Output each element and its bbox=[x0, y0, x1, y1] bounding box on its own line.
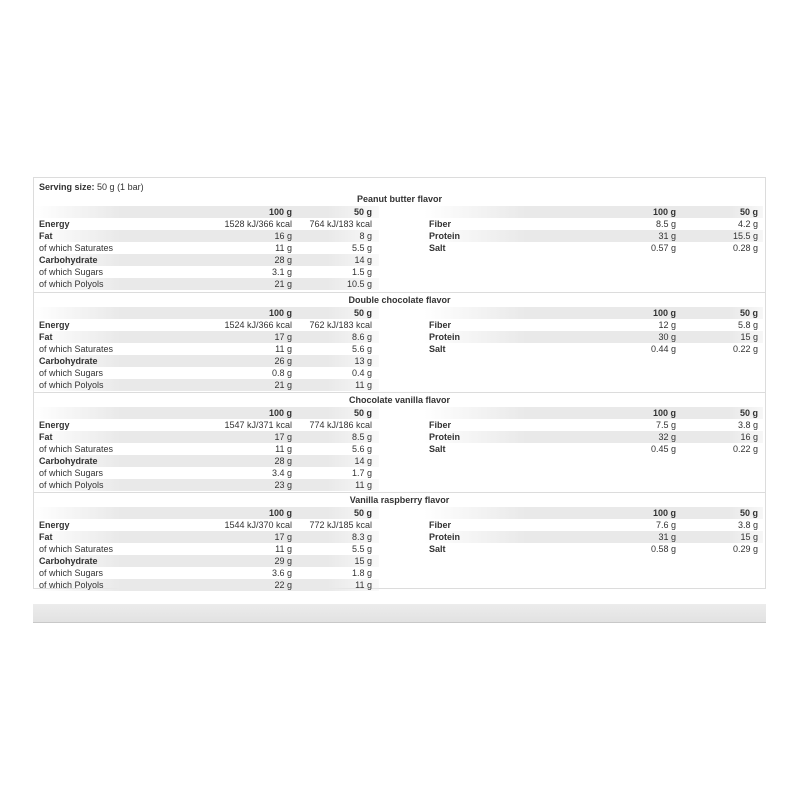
nutrient-label: of which Polyols bbox=[39, 480, 104, 490]
value-per-100g: 11 g bbox=[275, 344, 292, 354]
nutrient-label: Salt bbox=[429, 344, 446, 354]
value-per-50g: 762 kJ/183 kcal bbox=[309, 320, 372, 330]
nutrient-row bbox=[424, 319, 763, 331]
nutrient-label: of which Saturates bbox=[39, 444, 114, 454]
nutrient-label: Salt bbox=[429, 444, 446, 454]
nutrient-row bbox=[424, 519, 763, 531]
value-per-100g: 17 g bbox=[274, 432, 292, 442]
serving-size bbox=[39, 182, 144, 192]
serving-size-label: Serving size: bbox=[39, 182, 95, 192]
value-per-100g: 1528 kJ/366 kcal bbox=[224, 219, 292, 229]
nutrient-label: Fiber bbox=[429, 520, 452, 530]
flavor-title: Chocolate vanilla flavor bbox=[348, 395, 451, 405]
value-per-100g: 0.8 g bbox=[271, 368, 292, 378]
value-per-100g: 23 g bbox=[274, 480, 292, 490]
value-per-50g: 1.5 g bbox=[351, 267, 372, 277]
value-per-50g: 3.8 g bbox=[737, 420, 758, 430]
value-per-100g: 11 g bbox=[275, 544, 292, 554]
nutrient-row bbox=[424, 218, 763, 230]
value-per-50g: 0.29 g bbox=[732, 544, 758, 554]
value-per-100g: 17 g bbox=[274, 332, 292, 342]
nutrient-label: Fiber bbox=[429, 420, 452, 430]
column-header-row bbox=[424, 507, 763, 519]
nutrient-row bbox=[424, 431, 763, 443]
nutrient-row bbox=[34, 519, 379, 531]
nutrient-row bbox=[34, 579, 379, 591]
nutrient-label: of which Polyols bbox=[39, 380, 104, 390]
nutrient-row bbox=[34, 230, 379, 242]
nutrient-label: Fat bbox=[39, 332, 53, 342]
column-header-100g: 100 g bbox=[268, 207, 292, 217]
nutrient-row bbox=[424, 343, 763, 355]
column-header-row bbox=[34, 206, 379, 218]
nutrient-label: Energy bbox=[39, 520, 70, 530]
nutrient-label: Energy bbox=[39, 420, 70, 430]
column-header-50g: 50 g bbox=[739, 408, 758, 418]
flavor-section bbox=[34, 492, 765, 593]
nutrient-row bbox=[34, 367, 379, 379]
value-per-50g: 13 g bbox=[354, 356, 372, 366]
value-per-100g: 17 g bbox=[274, 532, 292, 542]
column-header-100g: 100 g bbox=[652, 207, 676, 217]
value-per-50g: 5.6 g bbox=[351, 444, 372, 454]
value-per-50g: 16 g bbox=[740, 432, 758, 442]
value-per-50g: 5.5 g bbox=[351, 544, 372, 554]
value-per-100g: 3.6 g bbox=[271, 568, 292, 578]
value-per-50g: 15 g bbox=[740, 532, 758, 542]
value-per-100g: 3.1 g bbox=[271, 267, 292, 277]
value-per-50g: 4.2 g bbox=[737, 219, 758, 229]
nutrient-row bbox=[34, 254, 379, 266]
column-header-50g: 50 g bbox=[353, 508, 372, 518]
nutrient-row bbox=[34, 319, 379, 331]
value-per-50g: 1.7 g bbox=[351, 468, 372, 478]
value-per-100g: 7.5 g bbox=[655, 420, 676, 430]
value-per-50g: 14 g bbox=[354, 456, 372, 466]
value-per-100g: 21 g bbox=[274, 380, 292, 390]
value-per-50g: 1.8 g bbox=[351, 568, 372, 578]
column-header-row bbox=[424, 407, 763, 419]
value-per-100g: 0.45 g bbox=[650, 444, 676, 454]
nutrient-label: of which Sugars bbox=[39, 267, 104, 277]
nutrition-table bbox=[33, 177, 766, 589]
nutrient-row bbox=[34, 218, 379, 230]
nutrient-label: of which Saturates bbox=[39, 344, 114, 354]
value-per-50g: 0.28 g bbox=[732, 243, 758, 253]
nutrient-row bbox=[34, 555, 379, 567]
nutrient-row bbox=[34, 479, 379, 491]
column-header-50g: 50 g bbox=[739, 508, 758, 518]
column-header-50g: 50 g bbox=[739, 207, 758, 217]
column-header-100g: 100 g bbox=[268, 508, 292, 518]
column-header-row bbox=[34, 307, 379, 319]
nutrient-label: Protein bbox=[429, 532, 461, 542]
nutrient-label: Protein bbox=[429, 231, 461, 241]
value-per-100g: 28 g bbox=[274, 456, 292, 466]
nutrient-label: of which Saturates bbox=[39, 544, 114, 554]
value-per-100g: 0.57 g bbox=[650, 243, 676, 253]
flavor-title: Double chocolate flavor bbox=[348, 295, 451, 305]
value-per-100g: 7.6 g bbox=[655, 520, 676, 530]
bottom-bar bbox=[33, 604, 766, 622]
value-per-50g: 8.5 g bbox=[351, 432, 372, 442]
value-per-100g: 16 g bbox=[274, 231, 292, 241]
nutrient-row bbox=[34, 343, 379, 355]
value-per-100g: 8.5 g bbox=[655, 219, 676, 229]
nutrient-label: Energy bbox=[39, 219, 70, 229]
nutrient-row bbox=[424, 419, 763, 431]
column-header-row bbox=[424, 206, 763, 218]
flavor-title: Peanut butter flavor bbox=[356, 194, 442, 204]
flavor-section bbox=[34, 192, 765, 292]
column-header-50g: 50 g bbox=[353, 408, 372, 418]
nutrient-label: Fat bbox=[39, 432, 53, 442]
nutrient-row bbox=[34, 543, 379, 555]
nutrient-row bbox=[34, 419, 379, 431]
nutrient-row bbox=[424, 242, 763, 254]
nutrient-row bbox=[34, 531, 379, 543]
value-per-100g: 3.4 g bbox=[271, 468, 292, 478]
nutrient-label: of which Sugars bbox=[39, 368, 104, 378]
column-header-row bbox=[34, 407, 379, 419]
value-per-50g: 5.5 g bbox=[351, 243, 372, 253]
value-per-50g: 0.4 g bbox=[351, 368, 372, 378]
value-per-100g: 1544 kJ/370 kcal bbox=[224, 520, 292, 530]
nutrient-label: Fat bbox=[39, 532, 53, 542]
nutrient-row bbox=[34, 443, 379, 455]
column-header-50g: 50 g bbox=[739, 308, 758, 318]
value-per-50g: 11 g bbox=[355, 580, 372, 590]
value-per-50g: 15.5 g bbox=[732, 231, 758, 241]
value-per-50g: 0.22 g bbox=[732, 444, 758, 454]
value-per-50g: 764 kJ/183 kcal bbox=[309, 219, 372, 229]
value-per-100g: 30 g bbox=[658, 332, 676, 342]
nutrient-label: Carbohydrate bbox=[39, 356, 98, 366]
nutrient-label: Fiber bbox=[429, 320, 452, 330]
value-per-100g: 32 g bbox=[658, 432, 676, 442]
nutrient-row bbox=[424, 531, 763, 543]
nutrient-label: of which Sugars bbox=[39, 468, 104, 478]
value-per-50g: 772 kJ/185 kcal bbox=[309, 520, 372, 530]
flavor-title: Vanilla raspberry flavor bbox=[349, 495, 450, 505]
value-per-50g: 11 g bbox=[355, 480, 372, 490]
flavor-section bbox=[34, 292, 765, 393]
nutrient-label: Fiber bbox=[429, 219, 452, 229]
nutrient-row bbox=[34, 567, 379, 579]
value-per-100g: 11 g bbox=[275, 243, 292, 253]
value-per-100g: 12 g bbox=[658, 320, 676, 330]
value-per-50g: 10.5 g bbox=[346, 279, 372, 289]
value-per-50g: 15 g bbox=[740, 332, 758, 342]
nutrient-row bbox=[424, 543, 763, 555]
nutrient-row bbox=[34, 431, 379, 443]
nutrient-label: Protein bbox=[429, 432, 461, 442]
nutrient-row bbox=[34, 266, 379, 278]
nutrient-row bbox=[34, 242, 379, 254]
value-per-100g: 1524 kJ/366 kcal bbox=[224, 320, 292, 330]
value-per-50g: 14 g bbox=[354, 255, 372, 265]
value-per-100g: 11 g bbox=[275, 444, 292, 454]
serving-size-value: 50 g (1 bar) bbox=[97, 182, 144, 192]
value-per-50g: 8 g bbox=[359, 231, 372, 241]
value-per-100g: 22 g bbox=[274, 580, 292, 590]
value-per-50g: 15 g bbox=[354, 556, 372, 566]
value-per-100g: 21 g bbox=[274, 279, 292, 289]
value-per-50g: 5.8 g bbox=[737, 320, 758, 330]
nutrient-row bbox=[424, 230, 763, 242]
value-per-50g: 0.22 g bbox=[732, 344, 758, 354]
nutrient-label: Salt bbox=[429, 544, 446, 554]
nutrient-label: Carbohydrate bbox=[39, 255, 98, 265]
nutrient-row bbox=[34, 278, 379, 290]
nutrient-label: Carbohydrate bbox=[39, 456, 98, 466]
value-per-100g: 26 g bbox=[274, 356, 292, 366]
value-per-100g: 28 g bbox=[274, 255, 292, 265]
nutrient-label: Fat bbox=[39, 231, 53, 241]
column-header-row bbox=[34, 507, 379, 519]
value-per-50g: 3.8 g bbox=[737, 520, 758, 530]
nutrient-label: of which Polyols bbox=[39, 279, 104, 289]
bottom-divider bbox=[33, 622, 766, 623]
nutrient-row bbox=[424, 443, 763, 455]
value-per-100g: 29 g bbox=[274, 556, 292, 566]
column-header-100g: 100 g bbox=[652, 308, 676, 318]
column-header-100g: 100 g bbox=[268, 408, 292, 418]
value-per-100g: 31 g bbox=[658, 231, 676, 241]
nutrient-label: Carbohydrate bbox=[39, 556, 98, 566]
value-per-100g: 1547 kJ/371 kcal bbox=[224, 420, 292, 430]
nutrient-row bbox=[34, 331, 379, 343]
column-header-50g: 50 g bbox=[353, 308, 372, 318]
nutrient-row bbox=[424, 331, 763, 343]
column-header-100g: 100 g bbox=[652, 508, 676, 518]
value-per-100g: 31 g bbox=[658, 532, 676, 542]
value-per-50g: 774 kJ/186 kcal bbox=[309, 420, 372, 430]
nutrient-row bbox=[34, 379, 379, 391]
nutrient-label: of which Sugars bbox=[39, 568, 104, 578]
nutrient-row bbox=[34, 355, 379, 367]
value-per-50g: 5.6 g bbox=[351, 344, 372, 354]
nutrient-row bbox=[34, 467, 379, 479]
nutrient-label: Energy bbox=[39, 320, 70, 330]
nutrient-label: of which Polyols bbox=[39, 580, 104, 590]
value-per-50g: 8.3 g bbox=[351, 532, 372, 542]
nutrient-row bbox=[34, 455, 379, 467]
value-per-100g: 0.44 g bbox=[650, 344, 676, 354]
column-header-row bbox=[424, 307, 763, 319]
column-header-50g: 50 g bbox=[353, 207, 372, 217]
flavor-section bbox=[34, 392, 765, 493]
column-header-100g: 100 g bbox=[652, 408, 676, 418]
value-per-50g: 8.6 g bbox=[351, 332, 372, 342]
value-per-100g: 0.58 g bbox=[650, 544, 676, 554]
nutrient-label: of which Saturates bbox=[39, 243, 114, 253]
nutrient-label: Protein bbox=[429, 332, 461, 342]
nutrient-label: Salt bbox=[429, 243, 446, 253]
value-per-50g: 11 g bbox=[355, 380, 372, 390]
column-header-100g: 100 g bbox=[268, 308, 292, 318]
